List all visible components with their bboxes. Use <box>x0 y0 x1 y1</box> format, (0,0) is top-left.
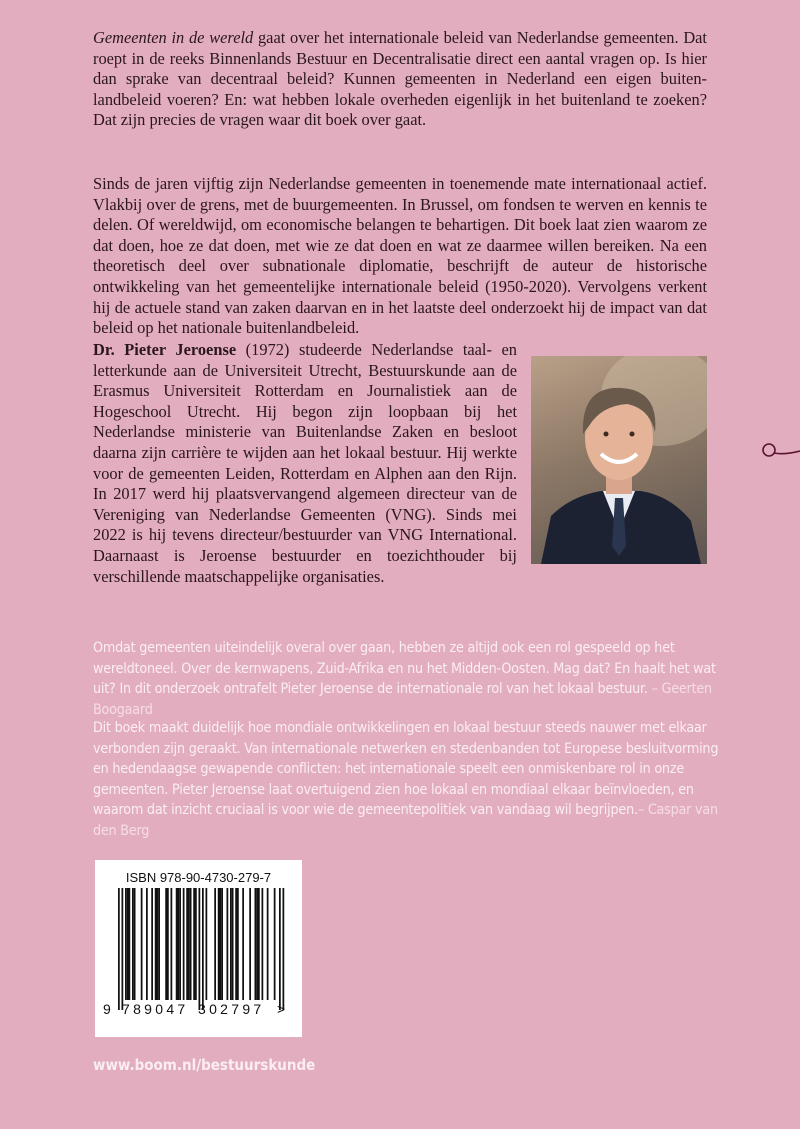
barcode-bar <box>155 888 157 1000</box>
barcode-bar <box>165 888 167 1000</box>
barcode-bar <box>242 888 244 1000</box>
barcode-bar <box>151 888 153 1000</box>
barcode-bar <box>235 888 237 1000</box>
barcode-bar <box>157 888 159 1000</box>
barcode-bar <box>122 888 124 1010</box>
intro-paragraph-1 <box>93 28 707 131</box>
isbn-barcode <box>95 860 302 1037</box>
barcode-left-digits: 789047 <box>122 1001 189 1017</box>
barcode-bar <box>227 888 229 1000</box>
quote-author: – Geerten Boogaard <box>93 681 712 718</box>
quote-text: Dit boek maakt duidelijk hoe mondiale ontwikkelingen en lokaal bestuur steeds nauwer met elkaar verbonden zijn geraakt. Van internationale netwerken en stedenbanden tot Europese besluitvorming en hedendaagse gewapende conflicten: het internationale speelt een onmiskenbare rol in onze gemeenten. Pieter Jeroense laat overtuigend zien hoe lokaal en mondiaal elkaar beïnvloeden, en waarom dat inzicht cruciaal is voor wie de gemeentepolitiek van vandaag wil begrijpen. <box>93 720 719 819</box>
review-quote-1 <box>93 638 733 720</box>
barcode-bar <box>118 888 120 1010</box>
isbn-label: ISBN 978-90-4730-279-7 <box>125 870 272 885</box>
author-bio <box>93 340 517 587</box>
barcode-bar <box>256 888 258 1000</box>
barcode-bar <box>220 888 222 1000</box>
barcode-bar <box>141 888 143 1000</box>
barcode-bar <box>167 888 169 1000</box>
decorative-loop-icon <box>760 440 800 464</box>
barcode-bar <box>134 888 136 1000</box>
quote-text: Omdat gemeenten uiteindelijk overal over gaan, hebben ze altijd ook een rol gespeeld op het wereldtoneel. Over de kernwapens, Zuid-Afrika en nu het Midden-Oosten. Mag dat? En haalt het wat uit? In dit onderzoek ontrafelt Pieter Jeroense de internationale rol van het lokaal bestuur. <box>93 640 716 698</box>
barcode-bar <box>146 888 148 1000</box>
barcode-bar <box>129 888 131 1000</box>
barcode-bar <box>218 888 220 1000</box>
book-title: Gemeenten in de wereld <box>93 28 254 47</box>
barcode-bar <box>178 888 180 1000</box>
barcode-bar <box>258 888 260 1000</box>
barcode-first-digit: 9 <box>103 1001 115 1017</box>
barcode-bar <box>232 888 234 1000</box>
barcode-bar <box>214 888 216 1000</box>
barcode-bar <box>125 888 127 1000</box>
barcode-bar <box>262 888 264 1000</box>
barcode-bar <box>221 888 223 1000</box>
barcode-bar <box>255 888 257 1000</box>
barcode-bar <box>202 888 204 1010</box>
review-quote-2 <box>93 718 733 842</box>
barcode-bar <box>171 888 173 1000</box>
intro-paragraph-1-text: gaat over het internationale beleid van Nederlandse gemeenten. Dat roept in de reeks Binnenlands Bestuur en Decentralisatie direct een aantal vragen op. Is hier dan sprake van decentraal beleid? Kunnen gemeenten in Nederland een eigen buitenlandbeleid voeren? En: wat hebben lokale overheden eigenlijk in het buitenland te zoeken? Dat zijn precies de vragen waar dit boek over gaat. <box>93 28 707 130</box>
author-bio-text: (1972) studeerde Nederlandse taal- en letterkunde aan de Universiteit Utrecht, Bestuurskunde aan de Erasmus Universiteit Rotterdam en Journalistiek aan de Hogeschool Utrecht. Hij begon zijn loopbaan bij het Nederlandse ministerie van Buitenlandse Zaken en besloot daarna zijn carrière te wijden aan het lokaal bestuur. Hij werkte voor de gemeenten Leiden, Rotterdam en Alphen aan den Rijn. In 2017 werd hij plaatsvervangend algemeen directeur van de Vereniging van Nederlandse Gemeenten (VNG). Sinds mei 2022 is hij tevens directeur/bestuurder van VNG International. Daarnaast is Jeroense bestuurder en toezichthouder bij verschillende maatschappelijke organisaties. <box>93 340 517 586</box>
barcode-bar <box>127 888 129 1000</box>
barcode-bar <box>179 888 181 1000</box>
author-name: Dr. Pieter Jeroense <box>93 340 237 359</box>
publisher-url[interactable]: www.boom.nl/bestuurskunde <box>93 1056 316 1074</box>
barcode-bar <box>188 888 190 1000</box>
barcode-bar <box>190 888 192 1000</box>
barcode-bar <box>274 888 276 1000</box>
barcode-bar <box>199 888 201 1010</box>
barcode-bar <box>186 888 188 1000</box>
author-photo <box>531 356 707 564</box>
barcode-quiet-mark: > <box>277 1001 289 1017</box>
intro-paragraph-2: Sinds de jaren vijftig zijn Nederlandse gemeenten in toenemende mate internationaal actief. Vlakbij over de grens, met de buurgemeenten. In Brussel, om fondsen te werven en kennis te delen. Of wereldwijd, om economische belangen te behartigen. Dit boek laat zien waarom ze dat doen, hoe ze dat doen, met wie ze dat doen en wat ze daarmee willen bereiken. Na een theoretisch deel over subnationale diplomatie, beschrijft de auteur de historische ontwikkeling van het gemeentelijke internationale beleid (1950-2020). Vervolgens verkent hij de actuele stand van zaken daarvan en in het laatste deel onderzoekt hij de impact van dat beleid op het nationale buitenlandbeleid. <box>93 174 707 338</box>
barcode-bar <box>158 888 160 1000</box>
barcode-bar <box>230 888 232 1000</box>
barcode-bar <box>176 888 178 1000</box>
barcode-bar <box>206 888 208 1000</box>
barcode-bar <box>193 888 195 1000</box>
barcode-right-digits: 302797 <box>198 1001 265 1017</box>
barcode-bar <box>279 888 281 1010</box>
barcode-bar <box>183 888 185 1000</box>
barcode-bar <box>195 888 197 1000</box>
barcode-bar <box>283 888 285 1010</box>
barcode-bar <box>267 888 269 1000</box>
barcode-bar <box>132 888 134 1000</box>
quote-author: – Caspar van den Berg <box>93 802 718 839</box>
barcode-bar <box>249 888 251 1000</box>
barcode-bar <box>237 888 239 1000</box>
